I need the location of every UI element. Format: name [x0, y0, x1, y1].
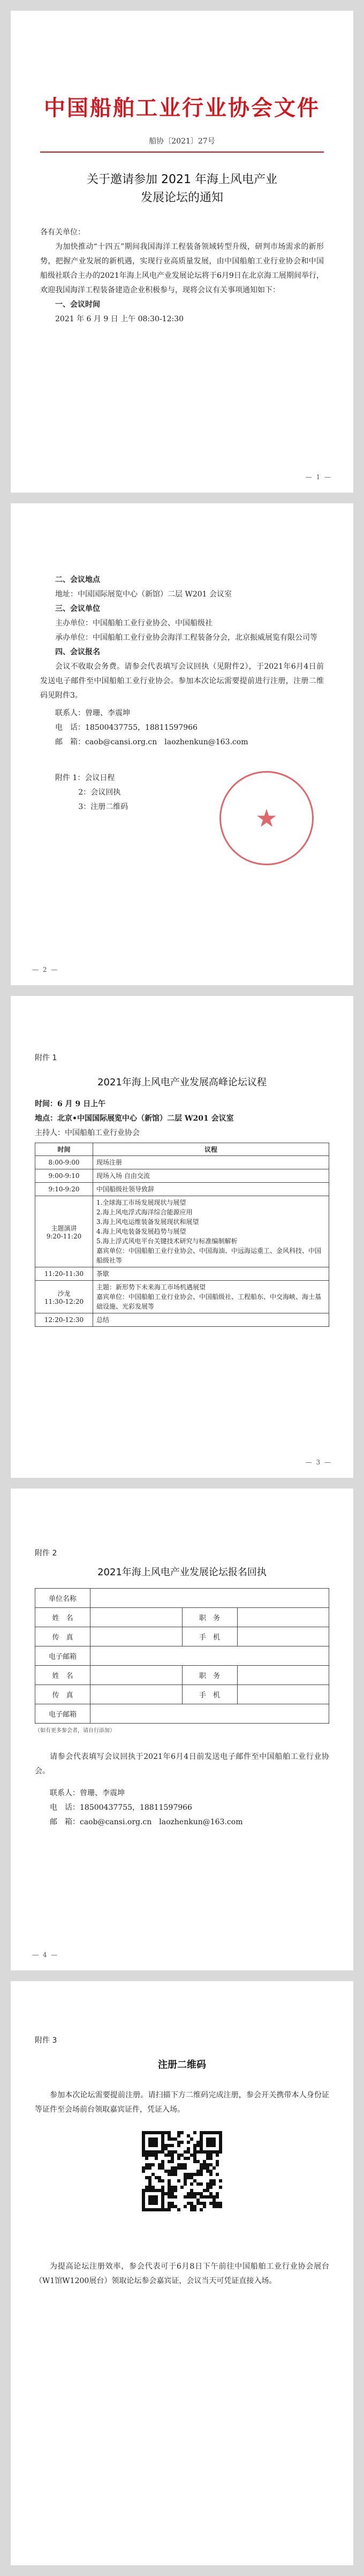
section-2-heading: 二、会议地点 — [55, 576, 100, 584]
agenda-item: 3.海上风电运维装备发展现状和展望 — [96, 1218, 199, 1226]
phone: 电 话：18500437755，18811597966 — [50, 1803, 192, 1812]
name-label: 姓 名 — [35, 1608, 90, 1627]
agenda-item-cell — [93, 1313, 329, 1327]
agenda-table — [35, 1143, 329, 1327]
document-page-2 — [11, 503, 353, 985]
table-row — [35, 1156, 329, 1169]
fax-field[interactable] — [90, 1627, 183, 1646]
attachment-1-line: 附件 1：会议日程 — [55, 774, 115, 782]
agenda-title: 2021年海上风电产业发展高峰论坛议程 — [97, 1077, 267, 1088]
mobile-label: 手 机 — [182, 1627, 237, 1646]
salutation: 各有关单位： — [40, 228, 85, 237]
org-header-title: 中国船舶工业行业协会文件 — [44, 96, 320, 120]
document-page-5 — [11, 1981, 353, 2565]
attachment-3-line: 3：注册二维码 — [78, 803, 128, 811]
table-note: （如有更多参会者，请自行添加） — [35, 1728, 115, 1734]
email-label: 电子邮箱 — [35, 1646, 90, 1666]
agenda-item: 现场入场 自由交流 — [96, 1172, 150, 1180]
attachment-2-line: 2：会议回执 — [78, 788, 121, 797]
document-page-4 — [11, 1489, 353, 1970]
section-2-text: 地址：中国国际展览中心（新馆）二层 W201 会议室 — [55, 590, 232, 599]
official-seal-icon: ★ — [219, 771, 314, 865]
table-row — [35, 1169, 329, 1183]
agenda-body — [35, 1156, 329, 1327]
name-field-2[interactable] — [90, 1666, 183, 1685]
table-row — [35, 1196, 329, 1267]
agenda-item: 现场注册 — [96, 1159, 123, 1166]
agenda-item: 1.全球海工市场发展现状与展望 — [96, 1199, 186, 1206]
agenda-time-cell: 沙龙 11:30-12:20 — [35, 1281, 93, 1313]
notice-title-line2: 发展论坛的通知 — [140, 191, 223, 205]
contacts: 联系人：曾珊、李震坤 — [55, 709, 130, 717]
agenda-item: 2.海上风电浮式海洋综合能源应用 — [96, 1208, 193, 1216]
agenda-time-cell: 11:20-11:30 — [35, 1267, 93, 1281]
page-number: — 4 — — [32, 1951, 59, 1959]
entry-note: 为提高论坛注册效率，参会代表可于6月8日下午前往中国船舶工业行业协会展台（W1馆W1200展台）领取论坛参会嘉宾证，会议当天可凭证直接入场。 — [35, 2262, 329, 2285]
col-agenda: 议程 — [93, 1143, 329, 1156]
contacts: 联系人：曾珊、李震坤 — [50, 1789, 125, 1797]
agenda-time-cell: 9:10-9:20 — [35, 1183, 93, 1196]
red-divider — [40, 152, 324, 153]
email: 邮 箱：caob@cansi.org.cn laozhenkun@163.com — [50, 1818, 243, 1826]
agenda-item: 5.海上浮式风电平台关键技术研究与标准编制解析 — [96, 1237, 238, 1245]
unit-field[interactable] — [90, 1589, 329, 1608]
section-1-text: 2021 年 6 月 9 日 上午 08:30-12:30 — [55, 315, 184, 323]
table-row — [35, 1183, 329, 1196]
position-field[interactable] — [237, 1608, 329, 1627]
qr-page-title: 注册二维码 — [158, 2059, 206, 2071]
agenda-item: 总结 — [96, 1316, 110, 1324]
document-number: 船协〔2021〕27号 — [149, 137, 215, 146]
table-row — [35, 1267, 329, 1281]
agenda-time-cell: 9:00-9:10 — [35, 1169, 93, 1183]
agenda-item: 嘉宾单位：中国船舶工业行业协会、中国船级社、工程船东、中交海峡、海士基础设施、光彩发展等 — [96, 1293, 322, 1310]
position-label: 职 务 — [182, 1608, 237, 1627]
email-field[interactable] — [90, 1646, 329, 1666]
email-label-2: 电子邮箱 — [35, 1704, 90, 1724]
fax-field-2[interactable] — [90, 1685, 183, 1704]
mobile-field-2[interactable] — [237, 1685, 329, 1704]
section-4-heading: 四、会议报名 — [55, 648, 100, 656]
section-3-organizer: 承办单位：中国船舶工业行业协会海洋工程装备分会，北京振威展览有限公司等 — [55, 633, 317, 642]
position-field-2[interactable] — [237, 1666, 329, 1685]
reply-form-title: 2021年海上风电产业发展论坛报名回执 — [97, 1567, 267, 1578]
agenda-time-cell: 8:00-9:00 — [35, 1156, 93, 1169]
intro-paragraph: 为加快推动“十四五”期间我国海洋工程装备领域转型升级，研判市场需求的新形势，把握产业发展的新机遇，实现行业高质量发展，由中国船舶工业行业协会和中国船级社联合主办的2021年海上风电产业发展论坛将于6月9日在北京海工展期间举行，欢迎我国海洋工程装备建造企业积极参与，现将会议有关事项通知如下： — [40, 243, 324, 294]
agenda-item: 主题：新形势下未来海工市场机遇展望 — [96, 1283, 206, 1291]
agenda-item-cell — [93, 1156, 329, 1169]
qr-intro: 参加本次论坛需要提前注册。请扫描下方二维码完成注册，参会开关携带本人身份证等证件至会场前台领取嘉宾证件，凭证入场。 — [35, 2091, 329, 2114]
agenda-item-cell — [93, 1169, 329, 1183]
agenda-time-cell: 主题演讲 9:20-11:20 — [35, 1196, 93, 1267]
section-4-text: 会议不收取会务费。请参会代表填写会议回执（见附件2），于2021年6月4日前发送电子邮件至中国船舶工业行业协会。参加本次论坛需要提前进行注册，注册二维码见附件3。 — [40, 662, 324, 700]
attachment-label: 附件 1 — [35, 1054, 57, 1062]
unit-label: 单位名称 — [35, 1589, 90, 1608]
agenda-item: 4.海上风电装备发展趋势与展望 — [96, 1228, 186, 1235]
reply-instruction: 请参会代表填写会议回执于2021年6月4日前发送电子邮件至中国船舶工业行业协会。 — [35, 1752, 329, 1776]
table-row — [35, 1281, 329, 1313]
document-page-3 — [11, 996, 353, 1478]
section-3-heading: 三、会议单位 — [55, 605, 100, 613]
section-3-host: 主办单位：中国船舶工业行业协会、中国船级社 — [55, 619, 213, 628]
notice-title-line1: 关于邀请参加 2021 年海上风电产业 — [87, 173, 277, 186]
col-time: 时间 — [35, 1143, 93, 1156]
agenda-item: 嘉宾单位：中国船舶工业行业协会、中国海油、中远海运重工、金风科技、中国船级社等 — [96, 1247, 322, 1264]
agenda-item-cell — [93, 1183, 329, 1196]
email-field-2[interactable] — [90, 1704, 329, 1724]
agenda-time: 时间：6 月 9 日上午 — [35, 1100, 106, 1108]
attachment-label: 附件 3 — [35, 2036, 57, 2045]
qr-code-icon[interactable] — [142, 2131, 222, 2211]
section-1-heading: 一、会议时间 — [55, 300, 100, 309]
name-label-2: 姓 名 — [35, 1666, 90, 1685]
document-page-1 — [11, 11, 353, 493]
agenda-item-cell — [93, 1267, 329, 1281]
attachment-label: 附件 2 — [35, 1549, 57, 1558]
agenda-item: 茶歇 — [96, 1270, 110, 1278]
page-number: — 3 — — [305, 1459, 332, 1466]
position-label-2: 职 务 — [182, 1666, 237, 1685]
fax-label: 传 真 — [35, 1627, 90, 1646]
email: 邮 箱：caob@cansi.org.cn laozhenkun@163.com — [55, 738, 248, 746]
name-field[interactable] — [90, 1608, 183, 1627]
agenda-item: 中国船级社领导致辞 — [96, 1185, 155, 1193]
table-row — [35, 1313, 329, 1327]
agenda-item-cell — [93, 1281, 329, 1313]
fax-label-2: 传 真 — [35, 1685, 90, 1704]
page-number: — 1 — — [305, 473, 332, 481]
mobile-label-2: 手 机 — [182, 1685, 237, 1704]
mobile-field[interactable] — [237, 1627, 329, 1646]
agenda-host: 主持人：中国船舶工业行业协会 — [35, 1129, 140, 1137]
page-number: — 2 — — [32, 966, 59, 973]
agenda-item-cell — [93, 1196, 329, 1267]
phone: 电 话：18500437755，18811597966 — [55, 723, 198, 732]
agenda-place: 地点：北京•中国国际展览中心（新馆）二层 W201 会议室 — [35, 1114, 234, 1123]
reply-form-table — [35, 1588, 329, 1724]
agenda-time-cell: 12:20-12:30 — [35, 1313, 93, 1327]
